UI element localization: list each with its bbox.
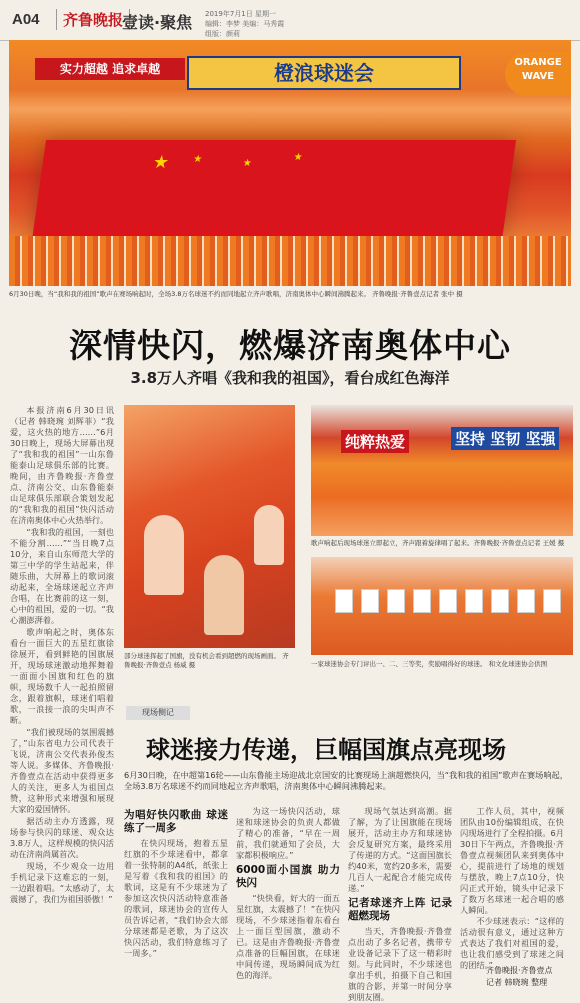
- article-paragraph: 当天，齐鲁晚报·齐鲁壹点出动了多名记者，携带专业设备记录下了这一精彩时刻。与此同时，不少球迷也拿出手机，拍摄下自己和国旗的合影，并第一时间分享到朋友圈。: [348, 926, 452, 1002]
- stand-slogan-photo: [311, 405, 573, 536]
- star-icon: ★: [151, 152, 171, 173]
- banner-orange-wave-en: ORANGE WAVE: [505, 52, 571, 96]
- fans-singing-photo: [124, 405, 295, 648]
- article-paragraph: 本报济南6月30日讯（记者 韩晓琬 刘辉菲）“我爱，这火热的地方……”6月30日晚上，现场大屏幕出现了“我和我的祖国”一山东鲁能泰山足球俱乐部的比赛。晚间，由齐鲁晚报·齐鲁壹点、济南公交、山东鲁能泰山足球俱乐部联合策划发起的“我和我的祖国”快闪活动在济南奥体中心火热举行。: [10, 405, 114, 525]
- award-card: [387, 589, 405, 613]
- date-info: [205, 9, 284, 39]
- article-paragraph: “我和我的祖国，一刻也不能分割……”“当日晚7点10分，来自山东师范大学的第三中学的学生站起来，伴随乐曲，大屏幕上的歌词滚动起来，全场球迷起立齐声合唱，在比赛前的这一刻，心中的祖国，爱的一切。“我心潮澎湃着。: [10, 527, 114, 625]
- fan-figure: [254, 505, 284, 565]
- star-icon: ★: [292, 152, 304, 163]
- national-flag-graphic: [32, 140, 516, 240]
- fan-figure: [144, 515, 184, 595]
- subtitle: 为唱好快闪歌曲 球迷练了一周多: [124, 809, 228, 834]
- article-paragraph: “我们被现场的氛围震撼了，”山东省电力公司代表于飞说，济南公交代表孙俊杰等人说。多媒体、齐鲁晚报·齐鲁壹点在活动中获得更多人的关注，更多人为祖国点赞，这种形式来增强和展现大家的爱国情怀。: [10, 727, 114, 814]
- sub-headline: 3.8万人齐唱《我和我的祖国》，看台成红色海洋: [130, 369, 450, 387]
- section-tag: 现场侧记: [126, 706, 190, 720]
- article-paragraph: 工作人员，其中，视频团队由10份编辑组成，在快闪现场进行了全程拍摄。6月30日下午两点，齐鲁晚报·齐鲁壹点视频团队来到奥体中心，提前进行了场地的规划与摆放，晚上7点10分，快闪正式开始，镜头中记录下了数万名球迷一起合唱的感人瞬间。: [460, 806, 564, 915]
- article-paragraph: 现场气氛达到高潮。据了解，为了让国旗能在现场展开，活动主办方和球迷协会反复研究方案，最终采用了传递的方式。“这面国旗长约40米，宽约20多米，需要几百人一起配合才能完成传递。”: [348, 806, 452, 893]
- section2-col-4: [460, 806, 564, 986]
- award-card: [335, 589, 353, 613]
- byline-reporter: 记者 韩晓琬 整理: [486, 978, 548, 987]
- award-cards: [331, 587, 565, 619]
- page-header: [0, 0, 580, 41]
- section-title: 壹读·聚焦: [122, 13, 193, 32]
- star-icon: ★: [241, 158, 253, 169]
- page-number: A04: [12, 11, 40, 28]
- section2-headline: 球迷接力传递，巨幅国旗点亮现场: [146, 736, 506, 764]
- article-paragraph: 据活动主办方透露，现场参与快闪的球迷、观众达3.8万人，这样规模的快闪活动在济南尚属首次。: [10, 816, 114, 859]
- award-card: [361, 589, 379, 613]
- editor-line: 编辑：李梦 美编：马秀霞: [205, 20, 285, 28]
- article-left-column: [10, 405, 114, 906]
- award-card: [439, 589, 457, 613]
- award-card: [517, 589, 535, 613]
- article-paragraph: 歌声响起之时，奥体东看台一面巨大的五星红旗徐徐展开，看到鲜艳的国旗展开，现场球迷激动地挥舞着一面面小国旗和红色的旗帜，现场数千人一起拍照留念，跟着旗帜，球迷们唱着歌，一浪接一浪的尖叫声不断。: [10, 627, 114, 725]
- top-photo-caption: 6月30日晚，当“我和我的祖国”歌声在赛场响起时，全场3.8万名球迷不约而同地起立齐声歌唱，济南奥体中心瞬间沸腾起来。 齐鲁晚报·齐鲁壹点记者 张中 摄: [9, 290, 463, 298]
- banner-slogan-left: 实力超越 追求卓越: [35, 58, 185, 80]
- article-paragraph: 不少球迷表示：“这样的活动很有意义，通过这种方式表达了我们对祖国的爱，也让我们感受到了球迷之间的团结。”: [460, 916, 564, 970]
- section2-col-2: [236, 806, 340, 981]
- photo-a-caption: 部分球迷挥起了国旗，没有机会看到超燃的现场画面。 齐鲁晚报·齐鲁壹点 杨威 摄: [124, 652, 289, 669]
- subtitle: 记者球迷齐上阵 记录超燃现场: [348, 897, 452, 922]
- slogan-banner-2: 坚持 坚韧 坚强: [451, 427, 559, 450]
- subtitle: 6000面小国旗 助力快闪: [236, 864, 340, 889]
- stadium-flag-photo: [9, 40, 571, 286]
- section2-col-1: [124, 806, 228, 959]
- photo-b-caption: 歌声响起后现场球迷立即起立，齐声跟着旋律唱了起来。齐鲁晚报·齐鲁壹点记者 王媛 摄: [311, 539, 565, 547]
- article-paragraph: 为这一场快闪活动，球迷和球迷协会的负责人都做了精心的准备，“早在一周前，我们就通知了会员，大家都积极响应。”: [236, 806, 340, 860]
- photo-c-caption: 一家球迷协会专门评出一、二、三等奖，奖励唱得好的球迷。 和文化球迷协会供图: [311, 660, 548, 668]
- award-card: [491, 589, 509, 613]
- article-paragraph: 在快闪现场，抱着五星红旗的不少球迷看中，都拿着一张特制的A4纸，纸张上是写着《我和我的祖国》的歌词，这是有不少球迷为了参加这次快闪活动特意准备的歌词，球迷协会的宣传人员告诉记者，“我们协会大部分球迷都是老歌，为了这次快闪活动，我们特意练习了一周多。”: [124, 838, 228, 958]
- award-card: [413, 589, 431, 613]
- section2-col-3: [348, 806, 452, 1003]
- slogan-banner-1: 纯粹热爱: [341, 430, 409, 453]
- article-paragraph: 现场，不少观众一边用手机记录下这难忘的一刻，一边跟着唱。“太感动了，太震撼了，我们为祖国骄傲！”: [10, 861, 114, 904]
- award-card: [465, 589, 483, 613]
- section2-lead: 6月30日晚，在中超第16轮——山东鲁能主场迎战北京国安的比赛现场上演超燃快闪，当“我和我的祖国”歌声在赛场响起，全场3.8万名球迷不约而同地起立齐声歌唱，济南奥体中心瞬间沸腾起来。: [124, 770, 568, 791]
- layout-line: 组版：颜莉: [205, 30, 240, 38]
- main-headline: 深情快闪，燃爆济南奥体中心: [69, 326, 511, 365]
- article-paragraph: “快快看，好大的一面五星红旗，太震撼了！”在快闪现场，不少球迷指着东看台上一面巨型国旗，激动不已。这是由齐鲁晚报·齐鲁壹点准备的巨幅国旗，在球迷中间传递，现场瞬间成为红色的海洋。: [236, 893, 340, 980]
- crowd-pattern: [9, 236, 571, 286]
- award-card: [543, 589, 561, 613]
- fans-award-cards-photo: [311, 557, 573, 655]
- star-icon: ★: [192, 154, 204, 165]
- byline-org: 齐鲁晚报·齐鲁壹点: [486, 966, 553, 975]
- banner-orange-wave: 橙浪球迷会: [187, 56, 461, 90]
- fan-figure: [204, 555, 244, 635]
- date-line: 2019年7月1日 星期一: [205, 10, 276, 18]
- newspaper-logo: 齐鲁晚报: [56, 9, 130, 30]
